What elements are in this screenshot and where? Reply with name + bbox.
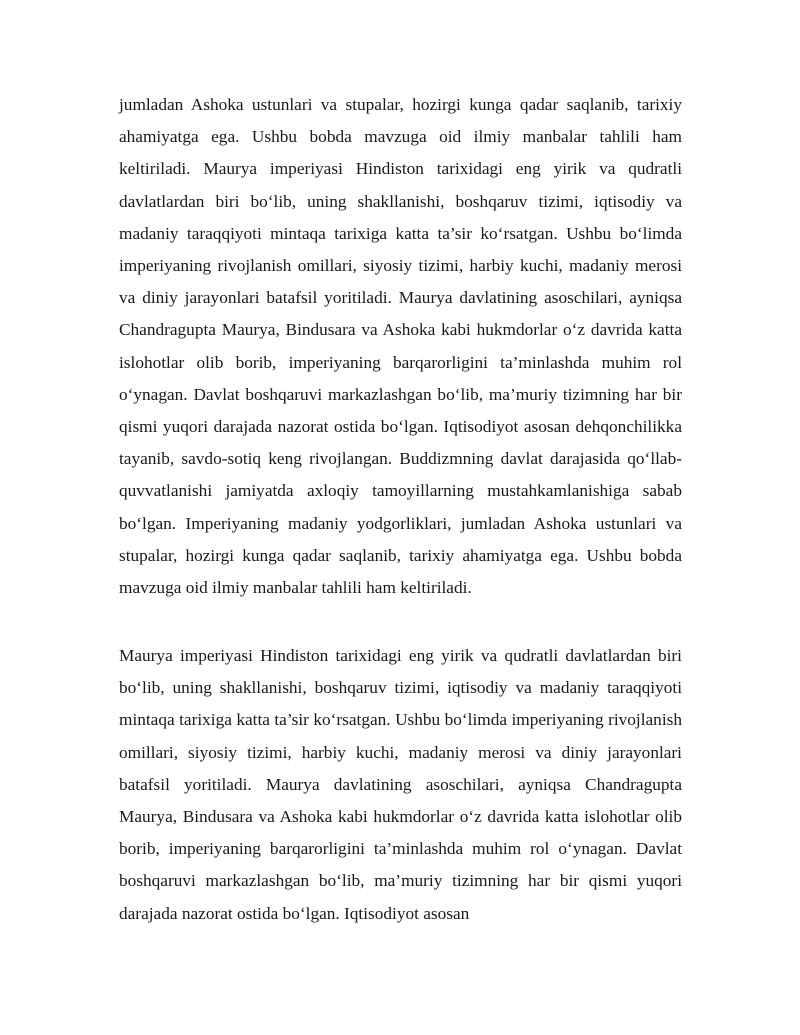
body-paragraph: jumladan Ashoka ustunlari va stupalar, hozirgi kunga qadar saqlanib, tarixiy ahamiyatga ega. Ushbu bobda mavzuga oid ilmiy manbalar tahlili ham keltiriladi. Maurya imperiyasi Hindiston tarixidagi eng yirik va qudratli davlatlardan biri bo‘lib, uning shakllanishi, boshqaruv tizimi, iqtisodiy va madaniy taraqqiyoti mintaqa tarixiga katta ta’sir ko‘rsatgan. Ushbu bo‘limda imperiyaning rivojlanish omillari, siyosiy tizimi, harbiy kuchi, madaniy merosi va diniy jarayonlari batafsil yoritiladi. Maurya davlatining asoschilari, ayniqsa Chandragupta Maurya, Bindusara va Ashoka kabi hukmdorlar o‘z davrida katta islohotlar olib borib, imperiyaning barqarorligini ta’minlashda muhim rol o‘ynagan. Davlat boshqaruvi markazlashgan bo‘lib, ma’muriy tizimning har bir qismi yuqori darajada nazorat ostida bo‘lgan. Iqtisodiyot asosan dehqonchilikka tayanib, savdo-sotiq keng rivojlangan. Buddizmning davlat darajasida qo‘llab-quvvatlanishi jamiyatda axloqiy tamoyillarning mustahkamlanishiga sabab bo‘lgan. Imperiyaning madaniy yodgorliklari, jumladan Ashoka ustunlari va stupalar, hozirgi kunga qadar saqlanib, tarixiy ahamiyatga ega. Ushbu bobda mavzuga oid ilmiy manbalar tahlili ham keltiriladi. [119, 95, 682, 598]
body-paragraph: Maurya imperiyasi Hindiston tarixidagi eng yirik va qudratli davlatlardan biri bo‘lib, uning shakllanishi, boshqaruv tizimi, iqtisodiy va madaniy taraqqiyoti mintaqa tarixiga katta ta’sir ko‘rsatgan. Ushbu bo‘limda imperiyaning rivojlanish omillari, siyosiy tizimi, harbiy kuchi, madaniy merosi va diniy jarayonlari batafsil yoritiladi. Maurya davlatining asoschilari, ayniqsa Chandragupta Maurya, Bindusara va Ashoka kabi hukmdorlar o‘z davrida katta islohotlar olib borib, imperiyaning barqarorligini ta’minlashda muhim rol o‘ynagan. Davlat boshqaruvi markazlashgan bo‘lib, ma’muriy tizimning har bir qismi yuqori darajada nazorat ostida bo‘lgan. Iqtisodiyot asosan [119, 646, 682, 923]
